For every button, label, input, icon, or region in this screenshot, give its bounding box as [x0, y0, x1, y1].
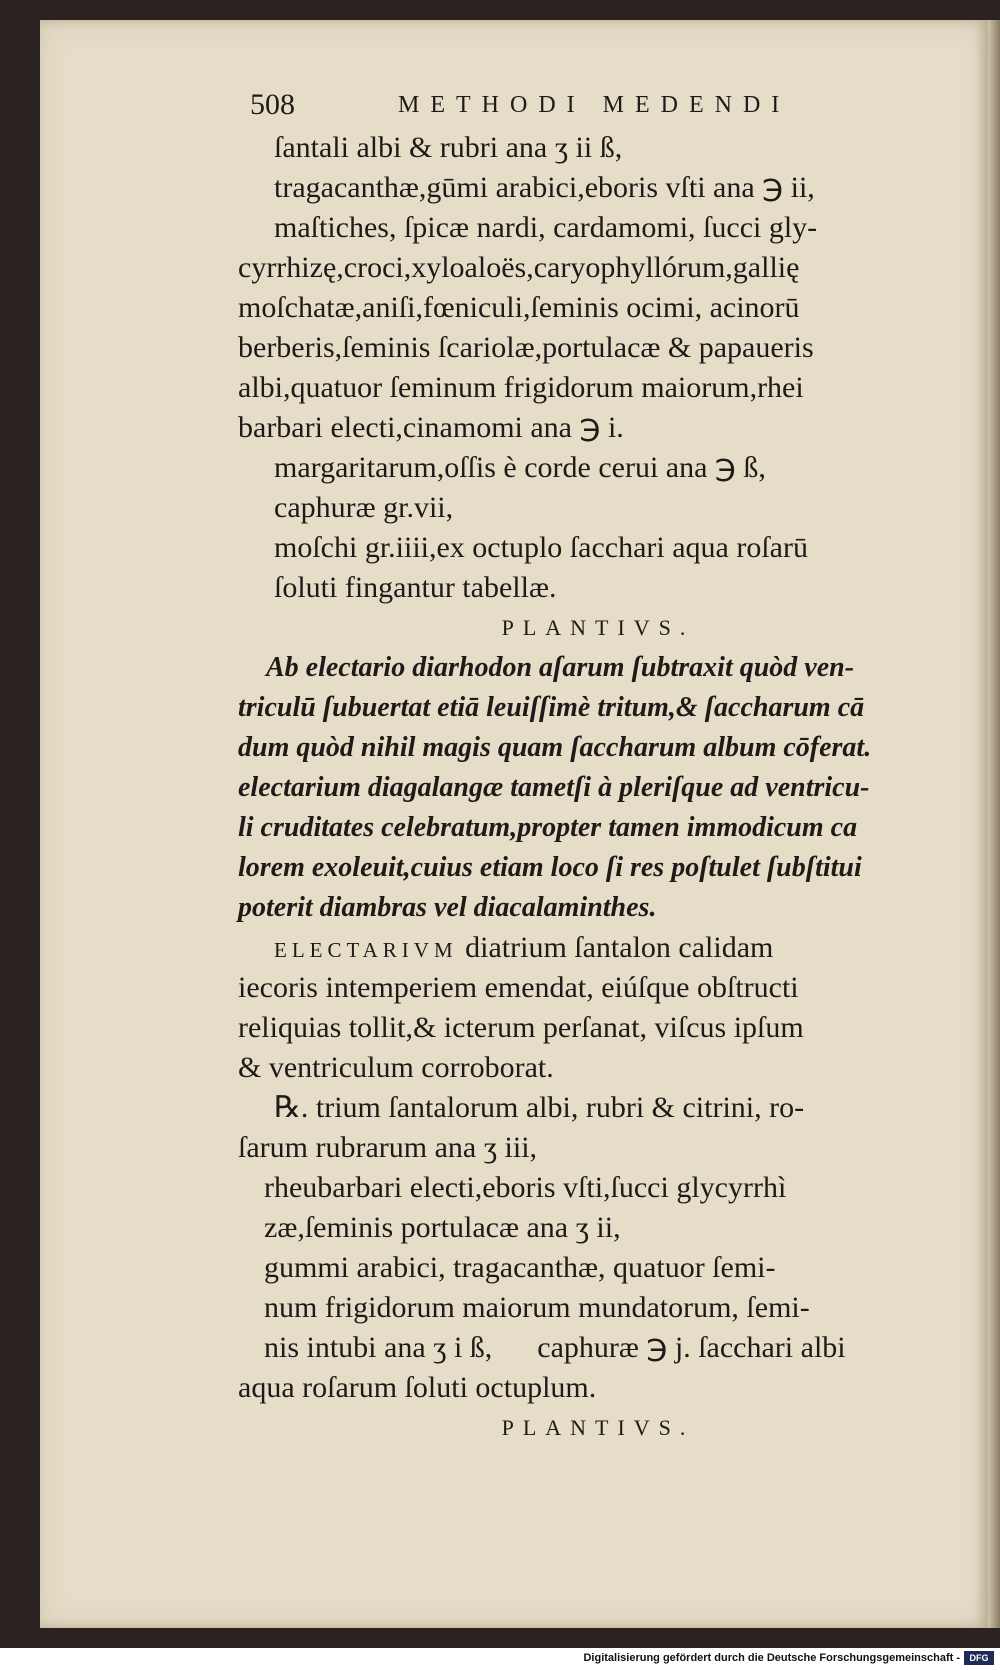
- page-number: 508: [250, 88, 295, 121]
- recipe1-line: berberis,ſeminis ſcariolæ,portulacæ & papaueris: [238, 331, 814, 364]
- recipe1-line: barbari electi,cinamomi ana ℈ i.: [238, 411, 624, 444]
- plantius-note-line: poterit diambras vel diacalaminthes.: [238, 892, 657, 923]
- electarium-line: reliquias tollit,& icterum perſanat, viſcus ipſum: [238, 1011, 804, 1044]
- recipe1-line: ſoluti fingantur tabellæ.: [274, 571, 557, 604]
- section-heading-plantius: PLANTIVS.: [501, 1415, 695, 1440]
- recipe1-line: margaritarum,oſſis è corde cerui ana ℈ ß,: [274, 451, 766, 484]
- plantius-note-line: dum quòd nihil magis quam ſaccharum album cōferat.: [238, 732, 872, 763]
- recipe2-line: nis intubi ana ʒ i ß, caphuræ ℈ j. ſacchari albi: [264, 1331, 846, 1364]
- recipe2-line: ſarum rubrarum ana ʒ iii,: [238, 1131, 538, 1164]
- recipe1-line: albi,quatuor ſeminum frigidorum maiorum,rhei: [238, 371, 804, 404]
- electarium-line: iecoris intemperiem emendat, eiúſque obſtructi: [238, 971, 799, 1004]
- recipe2-line: zæ,ſeminis portulacæ ana ʒ ii,: [264, 1211, 621, 1244]
- recipe1-line: maſtiches, ſpicæ nardi, cardamomi, ſucci gly-: [274, 211, 818, 244]
- recipe1-line: ſantali albi & rubri ana ʒ ii ß,: [274, 131, 623, 164]
- section-heading-plantius: PLANTIVS.: [501, 615, 695, 640]
- plantius-note-line: lorem exoleuit,cuius etiam loco ſi res poſtulet ſubſtitui: [238, 852, 862, 883]
- recipe1-line: cyrrhizę,croci,xyloaloës,caryophyllórum,gallię: [238, 251, 800, 284]
- electarium-lead-text: diatrium ſantalon calidam: [457, 931, 774, 964]
- dfg-logo-icon: DFG: [964, 1651, 994, 1665]
- plantius-note-line: Ab electario diarhodon aſarum ſubtraxit quòd ven-: [266, 652, 855, 683]
- recipe2-line: ℞. trium ſantalorum albi, rubri & citrini, ro-: [274, 1091, 805, 1124]
- recipe1-line: caphuræ gr.vii,: [274, 491, 454, 524]
- electarium-line: [248, 928, 948, 968]
- recipe2-line: aqua roſarum ſoluti octuplum.: [238, 1371, 597, 1404]
- running-head: [250, 88, 870, 128]
- electarium-lead: ELECTARIVM: [274, 938, 458, 962]
- recipe2-line: gummi arabici, tragacanthæ, quatuor ſemi-: [264, 1251, 776, 1284]
- text-block: [238, 128, 948, 1448]
- funding-credit: Digitalisierung gefördert durch die Deutsche Forschungsgemeinschaft -: [583, 1652, 960, 1664]
- recipe1-line: tragacanthæ,gūmi arabici,eboris vſti ana ℈ ii,: [274, 171, 815, 204]
- recipe1-line: moſchatæ,aniſi,fœniculi,ſeminis ocimi, acinorū: [238, 291, 800, 324]
- page-edge: [988, 20, 1000, 1628]
- digitization-footer: [0, 1648, 1000, 1670]
- recipe2-line: rheubarbari electi,eboris vſti,ſucci glycyrrhì: [264, 1171, 787, 1204]
- plantius-note-line: triculū ſubuertat etiā leuiſſimè tritum,& ſaccharum cā: [238, 692, 865, 723]
- recipe1-line: moſchi gr.iiii,ex octuplo ſacchari aqua roſarū: [274, 531, 808, 564]
- plantius-note-line: electarium diagalangæ tametſi à pleriſque ad ventricu-: [238, 772, 870, 803]
- running-title: METHODI MEDENDI: [398, 92, 791, 118]
- plantius-note-line: li cruditates celebratum,propter tamen immodicum ca: [238, 812, 858, 843]
- electarium-line: & ventriculum corroborat.: [238, 1051, 554, 1084]
- recipe2-line: num frigidorum maiorum mundatorum, ſemi-: [264, 1291, 810, 1324]
